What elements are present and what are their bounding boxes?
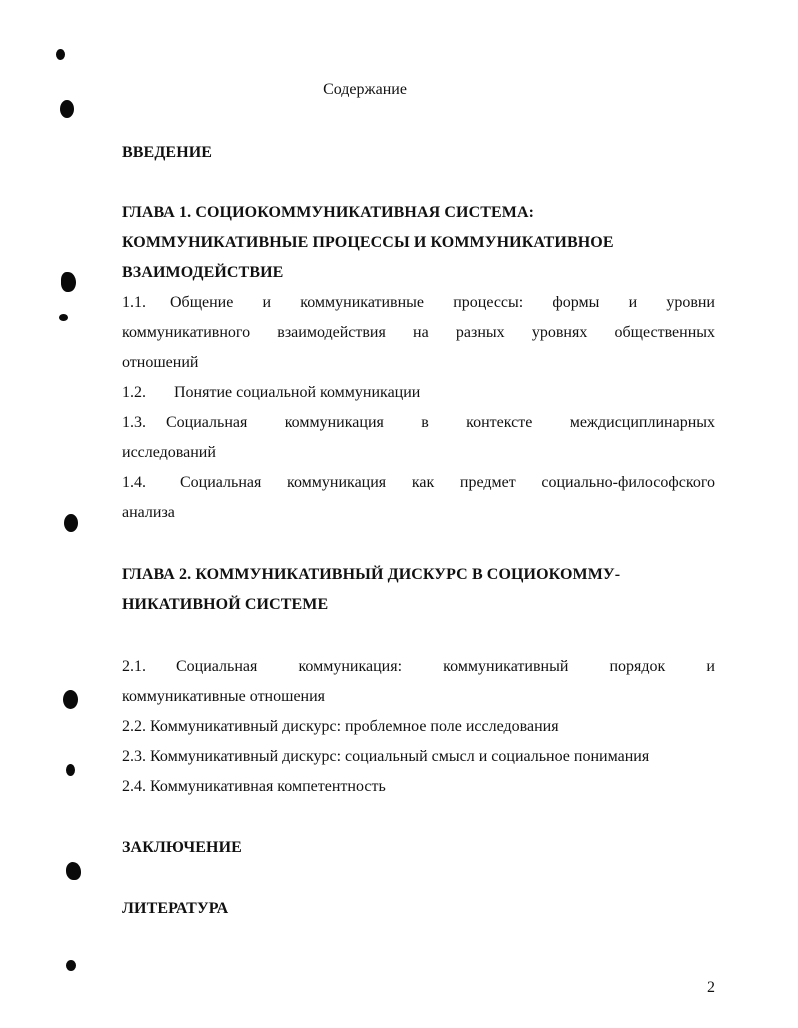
table-of-contents: [122, 138, 715, 924]
toc-entry-1-1: [122, 288, 715, 318]
scan-mark: [64, 514, 78, 532]
toc-entry-1-2: [122, 378, 715, 408]
toc-entry-1-4: [122, 468, 715, 498]
chapter2-heading-line2: НИКАТИВНОЙ СИСТЕМЕ: [122, 596, 329, 613]
toc-entry-number: 1.3.: [122, 414, 146, 431]
toc-literature: ЛИТЕРАТУРА: [122, 900, 229, 917]
scan-mark: [59, 314, 68, 321]
scan-mark: [60, 100, 74, 118]
toc-entry-2-1-cont: коммуникативные отношения: [122, 688, 326, 705]
toc-entry-text: Социальная коммуникация как предмет социально-философского: [180, 474, 715, 491]
toc-entry-text: Понятие социальной коммуникации: [174, 384, 421, 401]
toc-entry-text: Социальная коммуникация в контексте междисциплинарных: [166, 414, 715, 431]
toc-entry-2-3: 2.3. Коммуникативный дискурс: социальный смысл и социальное понимания: [122, 748, 650, 765]
scan-mark: [66, 960, 76, 971]
toc-entry-1-1-cont2: отношений: [122, 354, 199, 371]
toc-introduction: ВВЕДЕНИЕ: [122, 144, 213, 161]
toc-entry-number: 1.2.: [122, 384, 146, 401]
toc-entry-2-4: 2.4. Коммуникативная компетентность: [122, 778, 386, 795]
toc-entry-text: Общение и коммуникативные процессы: формы и уровни: [170, 294, 715, 311]
toc-entry-1-3-cont: исследований: [122, 444, 216, 461]
chapter2-heading-line1: ГЛАВА 2. КОММУНИКАТИВНЫЙ ДИСКУРС В СОЦИОКОММУ-: [122, 566, 621, 583]
page-number: 2: [707, 979, 715, 996]
scan-mark: [63, 690, 78, 709]
chapter1-heading-line2: КОММУНИКАТИВНЫЕ ПРОЦЕССЫ И КОММУНИКАТИВНОЕ: [122, 234, 614, 251]
scan-mark: [56, 49, 65, 60]
chapter1-heading-line3: ВЗАИМОДЕЙСТВИЕ: [122, 264, 284, 281]
toc-entry-1-3: [122, 408, 715, 438]
scan-mark: [61, 272, 76, 292]
page-title: Содержание: [323, 81, 407, 98]
chapter1-heading-line1: ГЛАВА 1. СОЦИОКОММУНИКАТИВНАЯ СИСТЕМА:: [122, 204, 535, 221]
toc-entry-number: 1.1.: [122, 294, 146, 311]
toc-conclusion: ЗАКЛЮЧЕНИЕ: [122, 839, 242, 856]
toc-entry-2-1: [122, 652, 715, 682]
scan-mark: [66, 862, 81, 880]
toc-entry-number: 2.1.: [122, 658, 146, 675]
scan-mark: [66, 764, 75, 776]
toc-entry-number: 1.4.: [122, 474, 146, 491]
toc-entry-2-2: 2.2. Коммуникативный дискурс: проблемное поле исследования: [122, 718, 559, 735]
toc-entry-1-4-cont: анализа: [122, 504, 175, 521]
toc-entry-1-1-cont: коммуникативного взаимодействия на разных уровнях общественных: [122, 324, 715, 341]
toc-entry-text: Социальная коммуникация: коммуникативный порядок и: [176, 658, 715, 675]
